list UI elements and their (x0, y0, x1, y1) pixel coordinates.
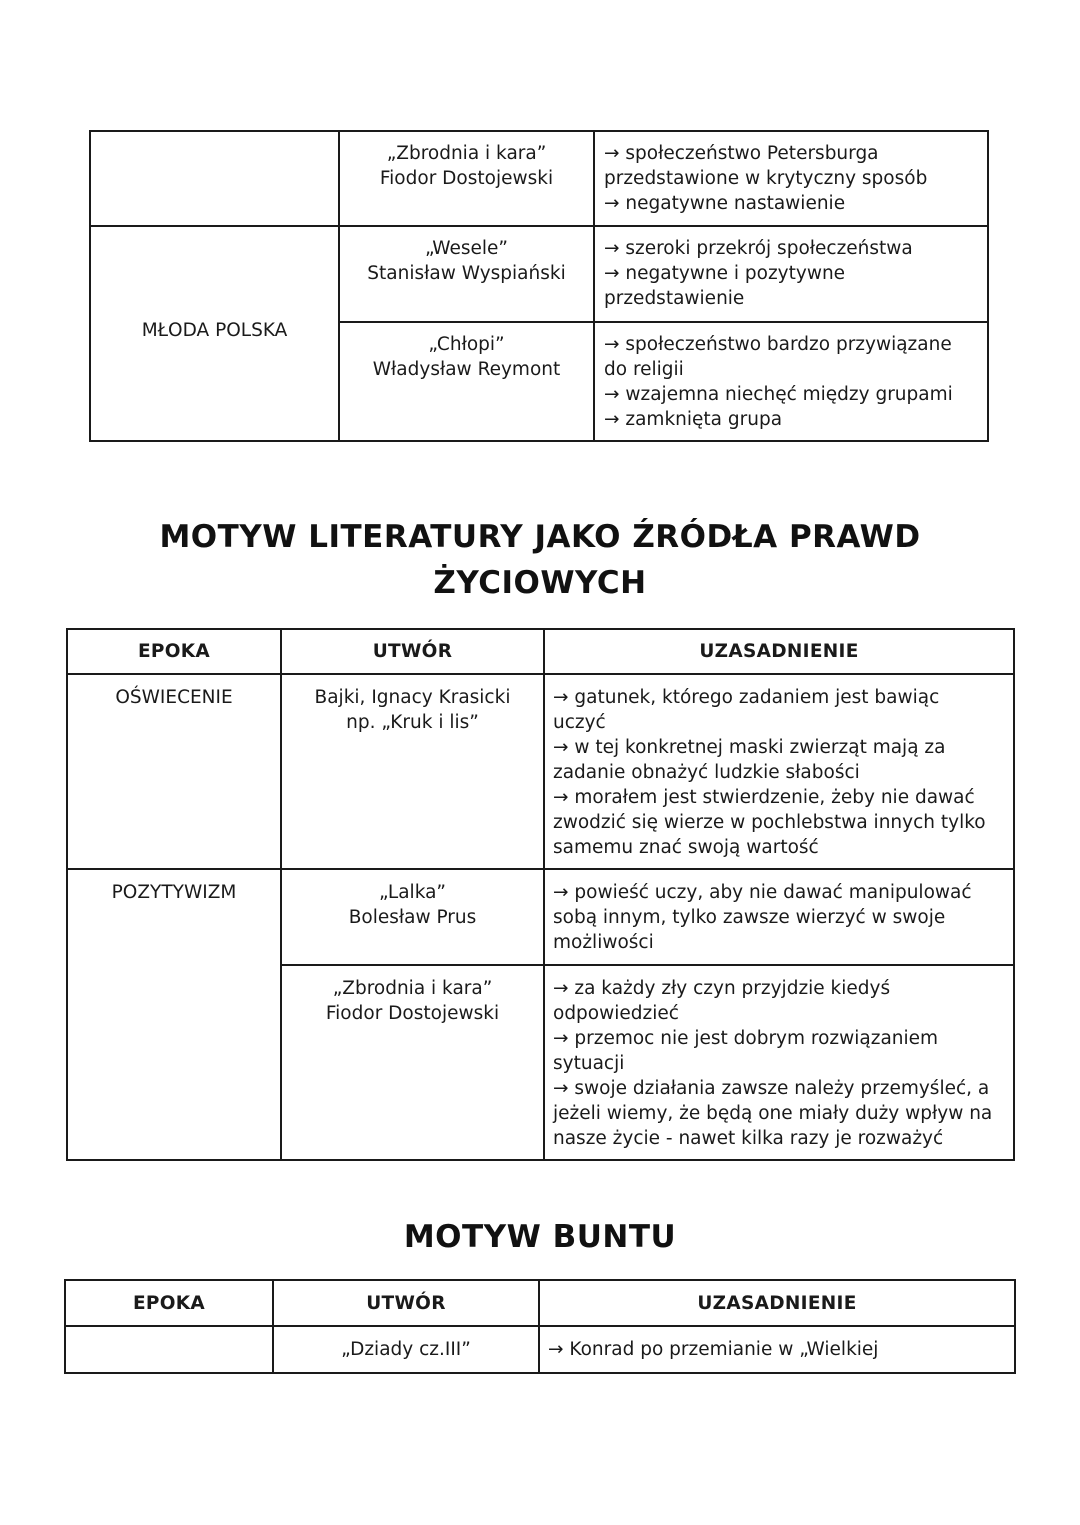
utwor-author: np. „Kruk i lis” (346, 712, 479, 733)
header-uzasadnienie: UZASADNIENIE (544, 629, 1014, 674)
epoka-cell: OŚWIECENIE (67, 674, 281, 869)
text-line: odpowiedzieć (553, 1003, 679, 1024)
text-line: uczyć (553, 712, 606, 733)
uzasadnienie-cell (544, 965, 1014, 1160)
utwor-cell (281, 965, 544, 1160)
text-line: → społeczeństwo Petersburga (604, 143, 879, 164)
title-line: ŻYCIOWYCH (433, 565, 647, 601)
text-line: → powieść uczy, aby nie dawać manipulować (553, 882, 972, 903)
uzasadnienie-cell (594, 131, 988, 226)
utwor-title: „Zbrodnia i kara” (332, 978, 493, 999)
text-line: → za każdy zły czyn przyjdzie kiedyś (553, 978, 891, 999)
utwor-cell: „Dziady cz.III” (273, 1326, 539, 1373)
utwor-author: Fiodor Dostojewski (379, 168, 554, 189)
text-line: nasze życie - nawet kilka razy je rozważyć (553, 1128, 944, 1149)
text-line: jeżeli wiemy, że będą one miały duży wpływ na (553, 1103, 993, 1124)
utwor-author: Bolesław Prus (348, 907, 477, 928)
table-header-row (65, 1280, 1015, 1326)
text-line: → negatywne nastawienie (604, 193, 846, 214)
text-line: → szeroki przekrój społeczeństwa (604, 238, 913, 259)
header-uzasadnienie: UZASADNIENIE (539, 1280, 1015, 1326)
text-line: → swoje działania zawsze należy przemyśleć, a (553, 1078, 990, 1099)
text-line: zwodzić się wierze w pochlebstwa innych tylko (553, 812, 986, 833)
text-line: samemu znać swoją wartość (553, 837, 819, 858)
table-bunt (64, 1279, 1016, 1374)
text-line: przedstawione w krytyczny sposób (604, 168, 928, 189)
utwor-cell (281, 869, 544, 965)
table-row (90, 131, 988, 226)
section-title-bunt: MOTYW BUNTU (403, 1219, 677, 1255)
utwor-title: „Chłopi” (428, 334, 505, 355)
text-line: → wzajemna niechęć między grupami (604, 384, 953, 405)
utwor-cell (281, 674, 544, 869)
uzasadnienie-cell (594, 322, 988, 441)
epoka-cell: POZYTYWIZM (67, 869, 281, 1160)
uzasadnienie-cell (544, 674, 1014, 869)
header-utwor: UTWÓR (273, 1280, 539, 1326)
utwor-author: Władysław Reymont (372, 359, 561, 380)
title-line: MOTYW LITERATURY JAKO ŹRÓDŁA PRAWD (159, 519, 921, 555)
text-line: → morałem jest stwierdzenie, żeby nie dawać (553, 787, 975, 808)
uzasadnienie-cell (539, 1326, 1015, 1373)
utwor-author: Fiodor Dostojewski (325, 1003, 500, 1024)
uzasadnienie-cell (544, 869, 1014, 965)
table-header-row (67, 629, 1014, 674)
text-line: zadanie obnażyć ludzkie słabości (553, 762, 860, 783)
utwor-cell (339, 322, 594, 441)
table-literatura-prawdy (66, 628, 1015, 1161)
header-utwor: UTWÓR (281, 629, 544, 674)
epoka-cell (90, 131, 339, 226)
epoka-cell: MŁODA POLSKA (90, 226, 339, 441)
uzasadnienie-cell (594, 226, 988, 322)
text-line: przedstawienie (604, 288, 745, 309)
utwor-cell (339, 131, 594, 226)
text-line: → społeczeństwo bardzo przywiązane (604, 334, 952, 355)
text-line: → przemoc nie jest dobrym rozwiązaniem (553, 1028, 939, 1049)
text-line: sytuacji (553, 1053, 625, 1074)
text-line: → Konrad po przemianie w „Wielkiej (548, 1339, 879, 1360)
text-line: do religii (604, 359, 684, 380)
utwor-author: Stanisław Wyspiański (367, 263, 566, 284)
text-line: → negatywne i pozytywne (604, 263, 846, 284)
table-row (65, 1326, 1015, 1373)
text-line: → gatunek, którego zadaniem jest bawiąc (553, 687, 940, 708)
utwor-title: „Wesele” (424, 238, 508, 259)
table-row (67, 869, 1014, 965)
section-title-literatura (0, 514, 1080, 606)
table-spoleczenstwo-continued (89, 130, 989, 442)
utwor-title: Bajki, Ignacy Krasicki (314, 687, 511, 708)
epoka-cell (65, 1326, 273, 1373)
table-row (90, 226, 988, 322)
utwor-title: „Lalka” (378, 882, 447, 903)
header-epoka: EPOKA (67, 629, 281, 674)
text-line: możliwości (553, 932, 654, 953)
table-row (67, 674, 1014, 869)
utwor-cell (339, 226, 594, 322)
header-epoka: EPOKA (65, 1280, 273, 1326)
text-line: sobą innym, tylko zawsze wierzyć w swoje (553, 907, 946, 928)
text-line: → zamknięta grupa (604, 409, 783, 430)
text-line: → w tej konkretnej maski zwierząt mają za (553, 737, 946, 758)
utwor-title: „Zbrodnia i kara” (386, 143, 547, 164)
